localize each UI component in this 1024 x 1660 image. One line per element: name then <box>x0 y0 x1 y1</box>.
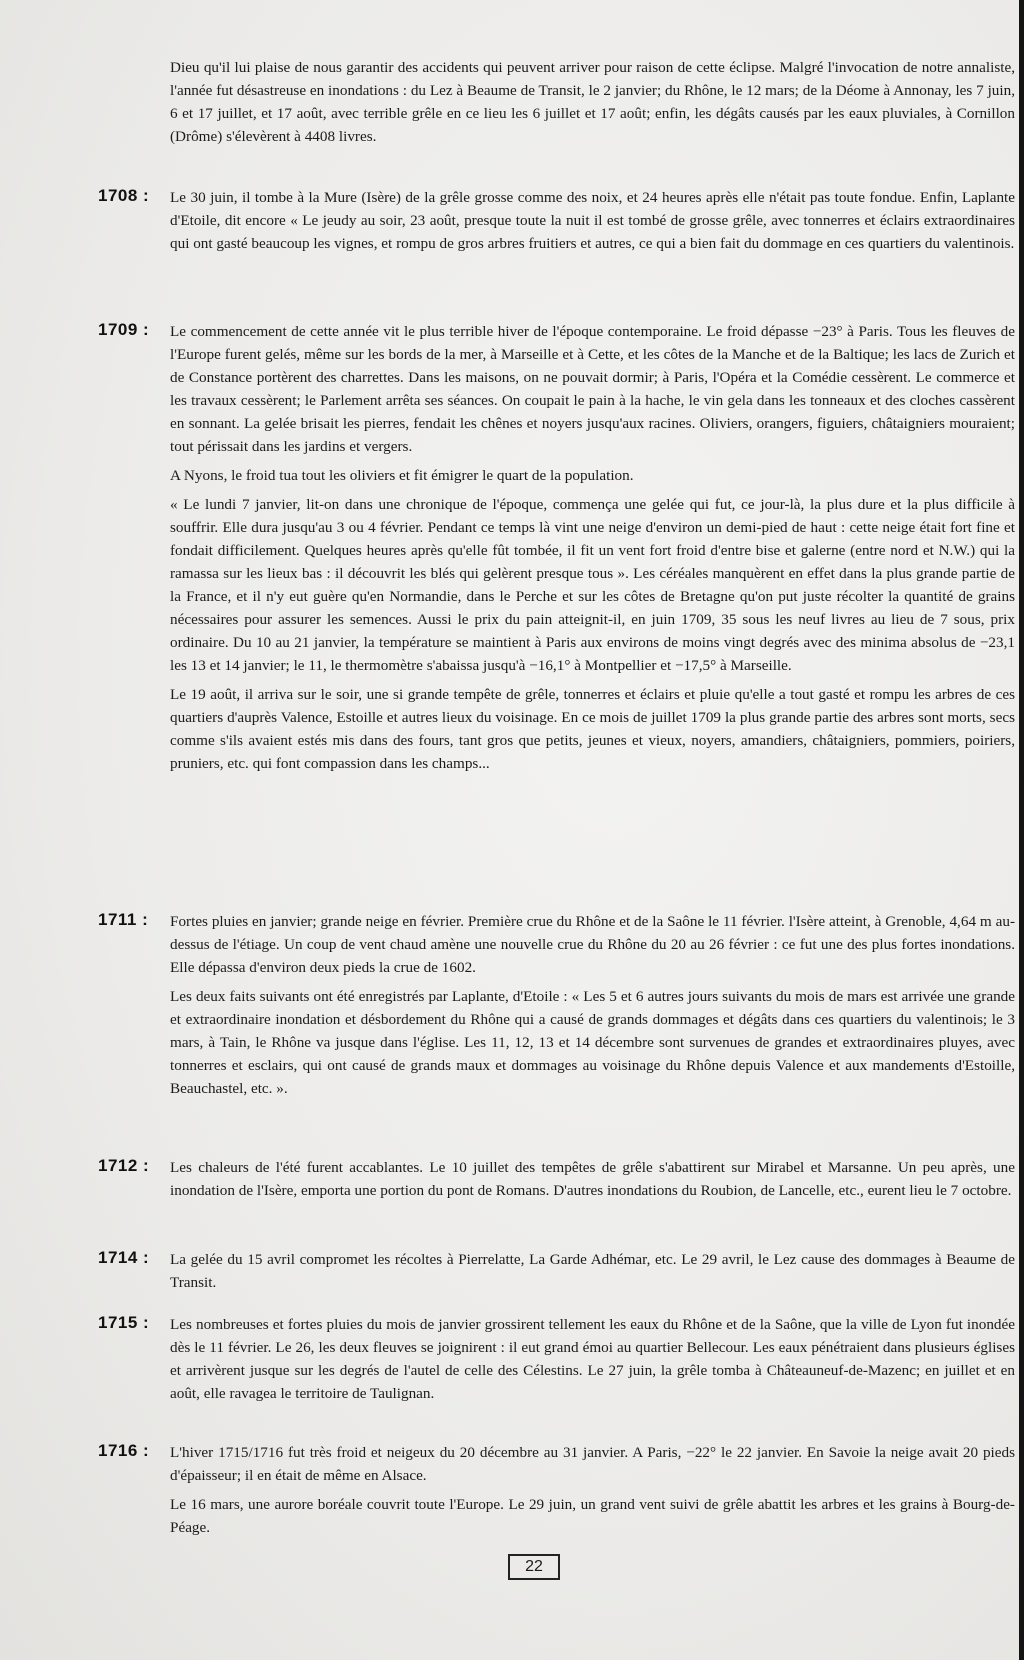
entry-body <box>170 910 1019 1106</box>
entry-paragraph: Le commencement de cette année vit le plus terrible hiver de l'époque contemporaine. Le froid dépasse −23° à Paris. Tous les fleuves de l'Europe furent gelés, même sur les bords de la mer, à Marseille et à Cette, et les côtes de la Manche et de la Baltique; les lacs de Zurich et de Constance portèrent des charrettes. Dans les maisons, on ne pouvait dormir; à Paris, l'Opéra et la Comédie cessèrent. Le commerce et les travaux cessèrent; le Parlement arrêta ses séances. On coupait le pain à la hache, le vin gela dans les tonneaux et des cloches cassèrent en sonnant. La gelée brisait les pierres, fendait les chênes et noyers jusqu'aux racines. Oliviers, orangers, figuiers, châtaigniers mouraient; tout périssait dans les jardins et vergers. <box>170 323 1015 455</box>
entry-body <box>170 1313 1019 1411</box>
entry-paragraph: La gelée du 15 avril compromet les récoltes à Pierrelatte, La Garde Adhémar, etc. Le 29 avril, le Lez cause des dommages à Beaume de Transit. <box>170 1251 1015 1291</box>
entry-paragraph: A Nyons, le froid tua tout les oliviers et fit émigrer le quart de la population. <box>170 467 634 484</box>
entry-paragraph: Fortes pluies en janvier; grande neige en février. Première crue du Rhône et de la Saône le 11 février. l'Isère atteint, à Grenoble, 4,64 m au-dessus de l'étiage. Un coup de vent chaud amène une nouvelle crue du Rhône du 20 au 26 février : ce fut une des plus fortes inondations. Elle dépassa d'environ deux pieds la crue de 1602. <box>170 913 1015 976</box>
entry-paragraph: Le 19 août, il arriva sur le soir, une si grande tempête de grêle, tonnerres et éclairs et pluie qu'elle a tout gasté et rompu les arbres de ces quartiers d'auprès Valence, Estoille et autres lieux du voisinage. En ce mois de juillet 1709 la plus grande partie des arbres sont morts, secs comme s'ils avaient estés mis dans des fours, tant gros que petits, jeunes et vieux, noyers, amandiers, châtaigniers, pommiers, poiriers, pruniers, etc. qui font compassion dans les champs... <box>170 686 1015 772</box>
entry-year: 1712 : <box>98 1156 150 1175</box>
entry-year: 1711 : <box>98 910 149 929</box>
entry-year: 1708 : <box>98 186 150 205</box>
entry-paragraph: « Le lundi 7 janvier, lit-on dans une chronique de l'époque, commença une gelée qui fut, ce jour-là, la plus dure et la plus difficile à souffrir. Elle dura jusqu'au 3 ou 4 février. Pendant ce temps là vint une neige d'environ un demi-pied de haut : cette neige était fort fine et fondait difficilement. Quelques heures après qu'elle fût tombée, il fit un vent fort froid d'entre bise et galerne (entre nord et N.W.) qui la ramassa sur les lieux bas : il découvrit les blés qui gelèrent presque tous ». Les céréales manquèrent en effet dans la plus grande partie de la France, et il n'y eut guère qu'en Normandie, dans le Perche et sur les côtes de Bretagne qu'on put juste récolter la quantité de grains nécessaires pour assurer les semences. Aussi le prix du pain atteignit-il, en juin 1709, 35 sous les neuf livres au lieu de 7 sous, prix ordinaire. Du 10 au 21 janvier, la température se maintient à Paris aux environs de moins vingt degrés avec des minima absolus de −23,1 les 13 et 14 janvier; le 11, le thermomètre s'abaissa jusqu'à −16,1° à Montpellier et −17,5° à Marseille. <box>170 496 1015 674</box>
entry-year: 1715 : <box>98 1313 150 1332</box>
entry-paragraph: L'hiver 1715/1716 fut très froid et neigeux du 20 décembre au 31 janvier. A Paris, −22° le 22 janvier. En Savoie la neige avait 20 pieds d'épaisseur; il en était de même en Alsace. <box>170 1444 1015 1484</box>
entry-year: 1709 : <box>98 320 150 339</box>
entry-paragraph: Les chaleurs de l'été furent accablantes. Le 10 juillet des tempêtes de grêle s'abattirent sur Mirabel et Marsanne. Un peu après, une inondation de l'Isère, emporta une portion du pont de Romans. D'autres inondations du Roubion, de Lancelle, etc., eurent lieu le 7 octobre. <box>170 1159 1015 1199</box>
entry-paragraph: Les nombreuses et fortes pluies du mois de janvier grossirent tellement les eaux du Rhône et de la Saône, que la ville de Lyon fut inondée dès le 11 février. Le 26, les deux fleuves se joignirent : il eut grand émoi au quartier Bellecour. Les eaux pénétraient dans plusieurs églises et arrivèrent jusque sur les degrés de l'autel de celle des Célestins. Le 27 juin, la grêle tomba à Châteauneuf-de-Mazenc; en juillet et en août, elle ravagea le territoire de Taulignan. <box>170 1316 1015 1402</box>
entry-body <box>170 186 1019 261</box>
intro-paragraph: Dieu qu'il lui plaise de nous garantir des accidents qui peuvent arriver pour raison de cette éclipse. Malgré l'invocation de notre annaliste, l'année fut désastreuse en inondations : du Lez à Beaume de Transit, le 2 janvier; du Rhône, le 12 mars; de la Déome à Annonay, les 7 juin, 6 et 17 juillet, et 17 août, avec terrible grêle en ce lieu les 6 juillet et 17 août; enfin, les dégâts causés par les eaux pluviales, à Cornillon (Drôme) s'élevèrent à 4408 livres. <box>170 59 1015 145</box>
entry-body <box>170 1156 1019 1208</box>
entry-paragraph: Le 30 juin, il tombe à la Mure (Isère) de la grêle grosse comme des noix, et 24 heures après elle n'était pas toute fondue. Enfin, Laplante d'Etoile, dit encore « Le jeudy au soir, 23 août, presque toute la nuit il est tombé de grosse grêle, avec tonnerres et éclairs extraordinaires qui ont gasté beaucoup les vignes, et rompu de gros arbres fruitiers et autres, ce qui a bien fait du dommage en ces quartiers du valentinois. <box>170 189 1015 252</box>
entry-paragraph: Les deux faits suivants ont été enregistrés par Laplante, d'Etoile : « Les 5 et 6 autres jours suivants du mois de mars est arrivée une grande et extraordinaire inondation et désbordement du Rhône qui a causé de grands dommages et dégâts dans ces quartiers du valentinois; le 3 mars, à Tain, le Rhône va jusque dans l'église. Les 11, 12, 13 et 14 décembre sont survenues de grandes et extraordinaires pluyes, avec tonnerres et esclairs, qui ont causé de grands maux et dommages au voisinage du Rhône depuis Valence et aux mandements d'Estoille, Beauchastel, etc. ». <box>170 988 1015 1097</box>
entry-body <box>170 320 1019 781</box>
page-number: 22 <box>508 1554 560 1580</box>
entry-paragraph: Le 16 mars, une aurore boréale couvrit toute l'Europe. Le 29 juin, un grand vent suivi de grêle abattit les arbres et les grains à Bourg-de-Péage. <box>170 1496 1015 1536</box>
page-edge-shadow <box>1019 0 1024 1660</box>
entry-year: 1716 : <box>98 1441 150 1460</box>
entry-body <box>170 1441 1019 1545</box>
intro-block <box>170 56 1024 154</box>
entry-year: 1714 : <box>98 1248 150 1267</box>
entry-body <box>170 1248 1019 1300</box>
